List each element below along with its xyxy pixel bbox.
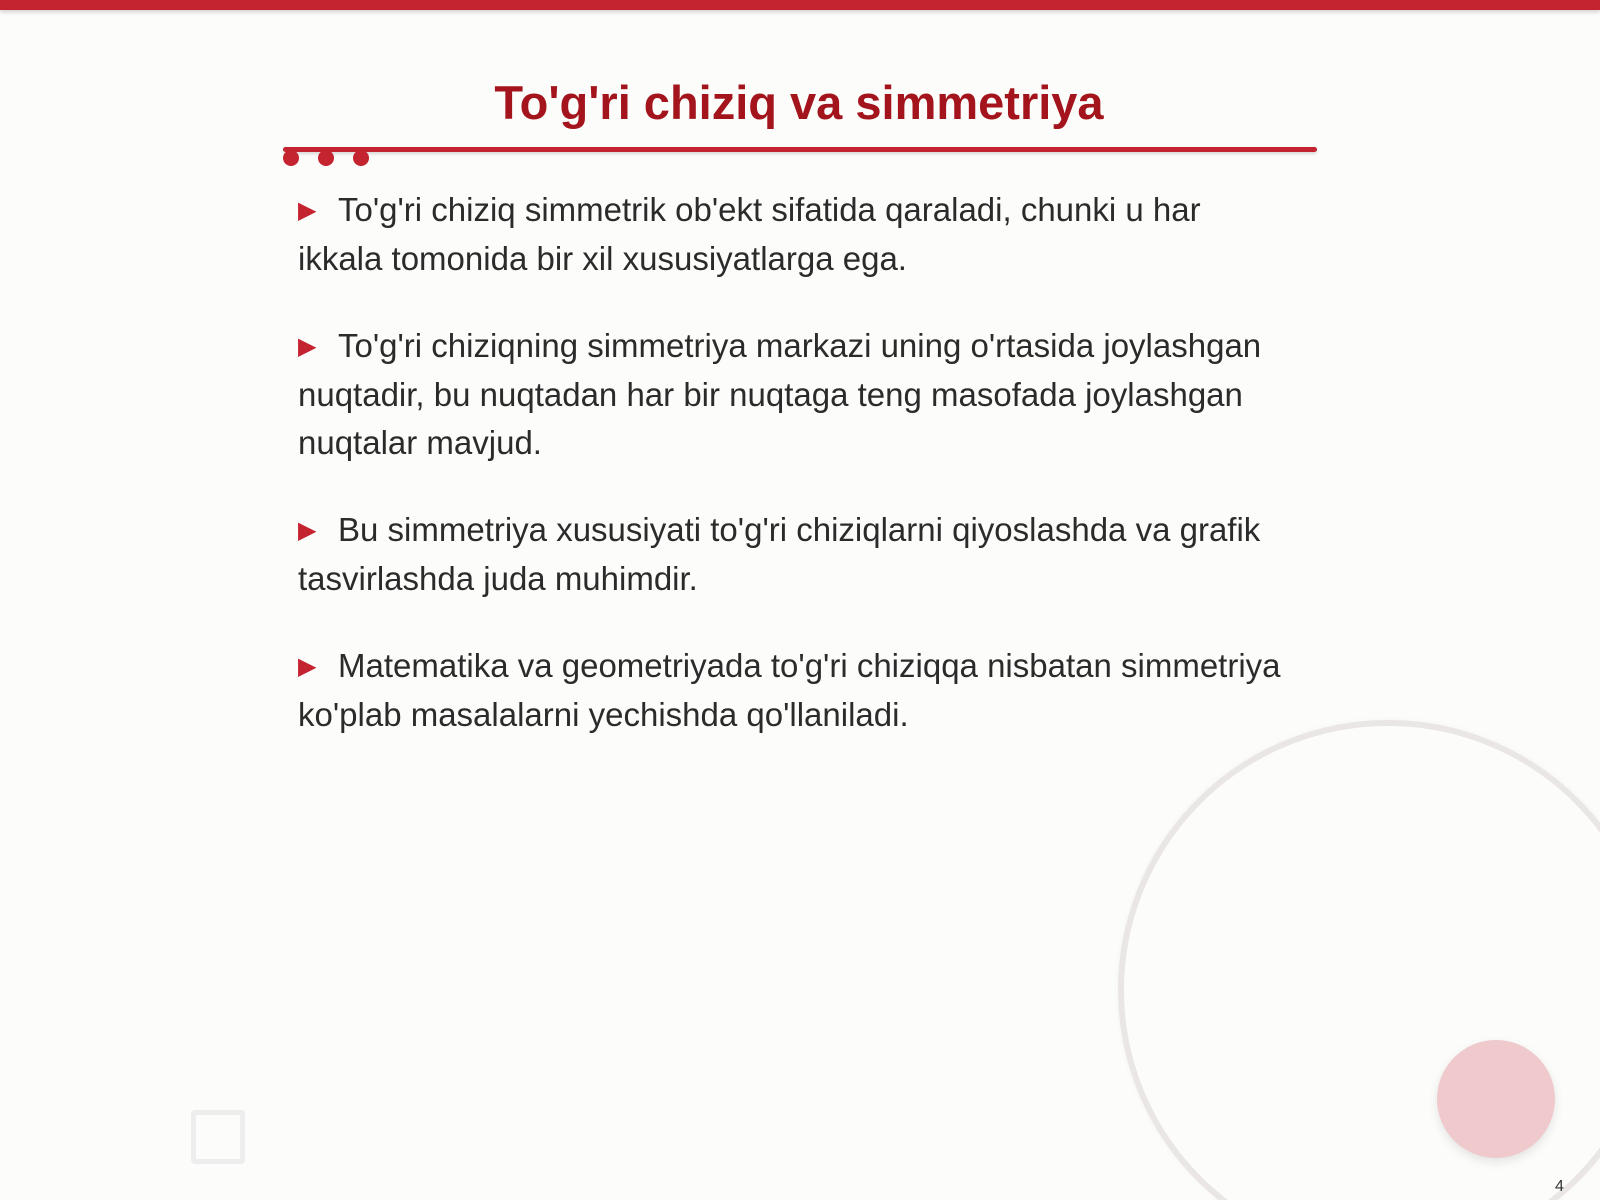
- bullet-text-3: Bu simmetriya xususiyati to'g'ri chiziqlarni qiyoslashda va grafik tasvirlashda juda muhimdir.: [298, 511, 1261, 597]
- bullet-list: [298, 186, 1288, 778]
- bullet-text-1: To'g'ri chiziq simmetrik ob'ekt sifatida qaraladi, chunki u har ikkala tomonida bir xil xususiyatlarga ega.: [298, 191, 1201, 277]
- slide-title: To'g'ri chiziq va simmetriya: [494, 76, 1104, 129]
- top-accent-bar: [0, 0, 1600, 10]
- decorative-pink-circle: [1437, 1040, 1555, 1158]
- bullet-arrow-icon: ▶: [298, 653, 317, 680]
- bullet-item-1: [298, 186, 1288, 283]
- bullet-item-2: [298, 322, 1288, 467]
- title-dot-3: [353, 150, 369, 166]
- bullet-text-4: Matematika va geometriyada to'g'ri chiziqqa nisbatan simmetriya ko'plab masalalarni yechishda qo'llaniladi.: [298, 647, 1281, 733]
- page-number: 4: [1555, 1178, 1564, 1195]
- decorative-square-outline: [191, 1110, 245, 1164]
- bullet-arrow-icon: ▶: [298, 197, 317, 224]
- title-dot-2: [318, 150, 334, 166]
- bullet-arrow-icon: ▶: [298, 333, 317, 360]
- bullet-item-3: [298, 506, 1288, 603]
- title-underline: [283, 147, 1317, 152]
- bullet-text-2: To'g'ri chiziqning simmetriya markazi uning o'rtasida joylashgan nuqtadir, bu nuqtadan har bir nuqtaga teng masofada joylashgan nuqtalar mavjud.: [298, 327, 1262, 461]
- bullet-item-4: [298, 642, 1288, 739]
- bullet-arrow-icon: ▶: [298, 517, 317, 544]
- title-dot-1: [283, 150, 299, 166]
